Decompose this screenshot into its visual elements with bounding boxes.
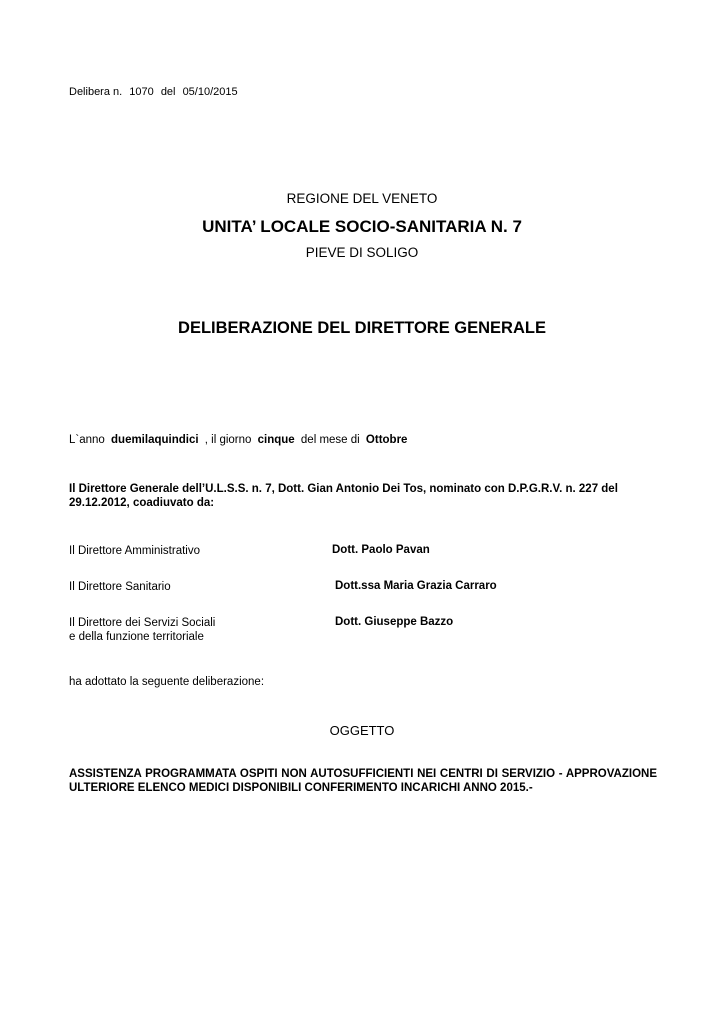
role-social-line2: e della funzione territoriale (69, 631, 204, 643)
giorno-label: , il giorno (204, 434, 252, 446)
adopted-statement: ha adottato la seguente deliberazione: (69, 676, 265, 688)
subject-label: OGGETTO (329, 723, 395, 738)
anno-label: L`anno (69, 434, 105, 446)
ref-del: del (160, 86, 176, 98)
role-social-line1: Il Direttore dei Servizi Sociali (69, 617, 216, 629)
name-social-services-director: Dott. Giuseppe Bazzo (335, 616, 454, 628)
name-administrative-director: Dott. Paolo Pavan (332, 544, 430, 556)
ulss-heading: UNITA’ LOCALE SOCIO-SANITARIA N. 7 (202, 217, 522, 236)
date-line (69, 434, 410, 446)
document-title: DELIBERAZIONE DEL DIRETTORE GENERALE (178, 319, 546, 337)
town-heading: PIEVE DI SOLIGO (305, 245, 419, 260)
giorno-value: cinque (257, 434, 295, 446)
role-administrative-director: Il Direttore Amministrativo (69, 545, 201, 557)
mese-value: Ottobre (365, 434, 408, 446)
region-heading: REGIONE DEL VENETO (286, 191, 438, 206)
role-social-services-director (69, 616, 215, 644)
mese-label: del mese di (300, 434, 360, 446)
deliberation-reference (69, 86, 242, 98)
ref-date: 05/10/2015 (182, 86, 238, 98)
name-health-director: Dott.ssa Maria Grazia Carraro (335, 580, 497, 592)
ref-number: 1070 (129, 86, 154, 98)
director-general-paragraph: Il Direttore Generale dell’U.L.S.S. n. 7, Dott. Gian Antonio Dei Tos, nominato con D.P.G.R.V. n. 227 del 29.12.2012, coadiuvato da: (69, 483, 618, 509)
ref-label: Delibera n. (69, 86, 123, 98)
subject-text: ASSISTENZA PROGRAMMATA OSPITI NON AUTOSUFFICIENTI NEI CENTRI DI SERVIZIO - APPROVAZIONE ULTERIORE ELENCO MEDICI DISPONIBILI CONFERIMENTO INCARICHI ANNO 2015.- (69, 768, 657, 794)
anno-value: duemilaquindici (111, 434, 199, 446)
role-health-director: Il Direttore Sanitario (69, 581, 171, 593)
